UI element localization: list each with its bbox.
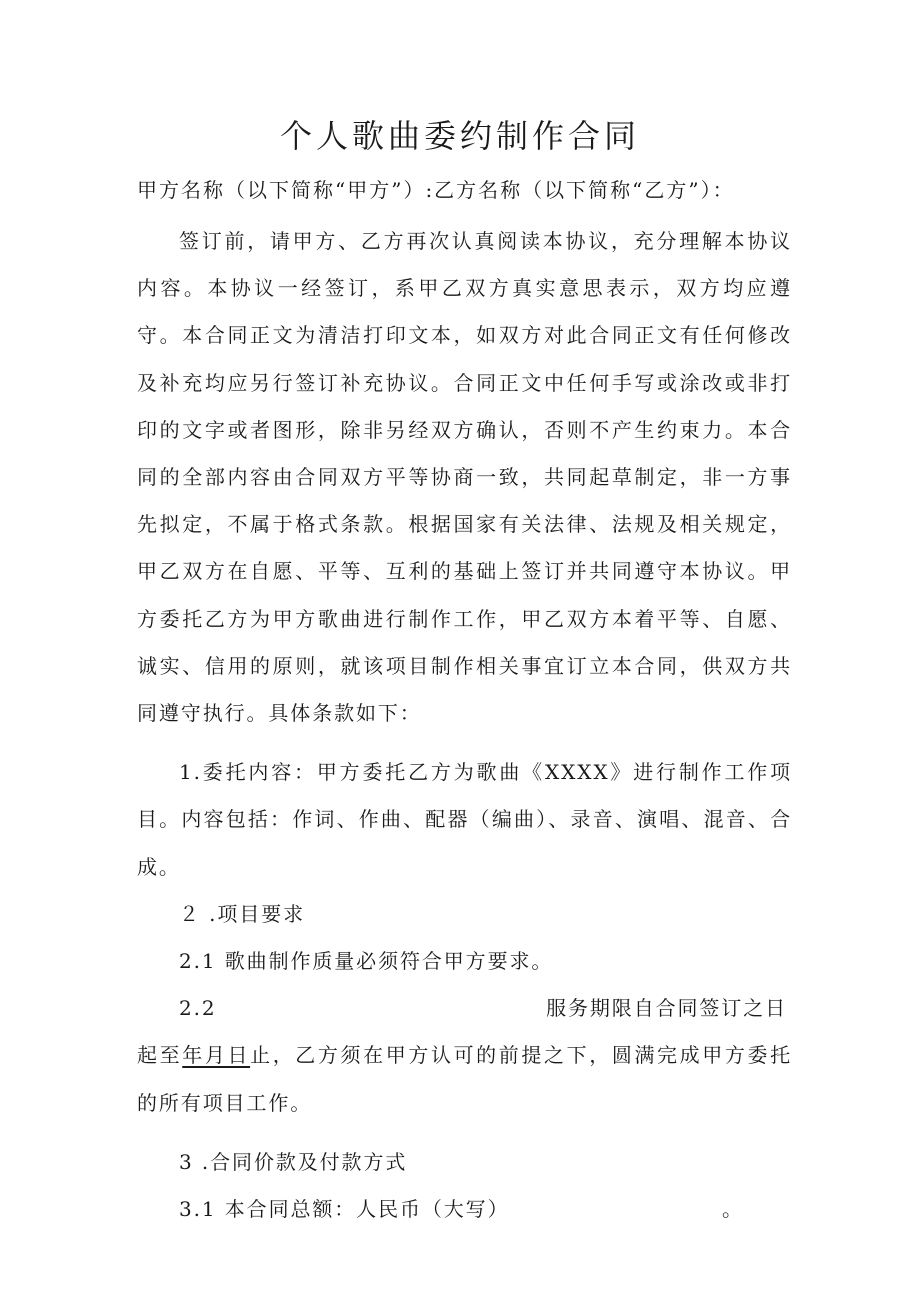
clause-3-1-label: 3.1 本合同总额：人民币（大写） <box>179 1197 510 1222</box>
clause-2-2-suffix: 止，乙方须在甲方认可的前提之下，圆满完成甲方委托的所有项目工作。 <box>137 1043 793 1115</box>
document-title: 个人歌曲委约制作合同 <box>279 117 640 155</box>
clause-3-heading: 3 .合同价款及付款方式 <box>179 1149 408 1174</box>
clause-2-2-continuation <box>137 1032 792 1126</box>
parties-line: 甲方名称（以下简称“甲方”）:乙方名称（以下简称“乙方”）： <box>137 178 735 202</box>
clause-3-1-line <box>137 1186 792 1233</box>
document-body <box>137 218 792 1233</box>
clause-2-2-prefix: 起至 <box>137 1043 183 1068</box>
clause-2-1-paragraph: 2.1 歌曲制作质量必须符合甲方要求。 <box>179 949 554 974</box>
clause-3-1-end: 。 <box>722 1197 744 1222</box>
date-blank: 年月日 <box>182 1043 251 1068</box>
clause-2-heading: ２ .项目要求 <box>179 901 306 926</box>
clause-2-2-number: 2.2 <box>179 996 217 1021</box>
preamble-paragraph: 签订前，请甲方、乙方再次认真阅读本协议，充分理解本协议内容。本协议一经签订，系甲乙双方真实意思表示，双方均应遵守。本合同正文为清洁打印文本，如双方对此合同正文有任何修改及补充均应另行签订补充协议。合同正文中任何手写或涂改或非打印的文字或者图形，除非另经双方确认，否则不产生约束力。本合同的全部内容由合同双方平等协商一致，共同起草制定，非一方事先拟定，不属于格式条款。根据国家有关法律、法规及相关规定，甲乙双方在自愿、平等、互利的基础上签订并共同遵守本协议。甲方委托乙方为甲方歌曲进行制作工作，甲乙双方本着平等、自愿、诚实、信用的原则，就该项目制作相关事宜订立本合同，供双方共同遵守执行。具体条款如下： <box>137 229 792 726</box>
clause-2-2-text-start: 服务期限自合同签订之日 <box>546 996 787 1021</box>
clause-1-paragraph: 1.委托内容：甲方委托乙方为歌曲《XXXX》进行制作工作项目。内容包括：作词、作曲、配器（编曲）、录音、演唱、混音、合成。 <box>137 760 792 879</box>
clause-2-2-first-line <box>137 985 792 1032</box>
